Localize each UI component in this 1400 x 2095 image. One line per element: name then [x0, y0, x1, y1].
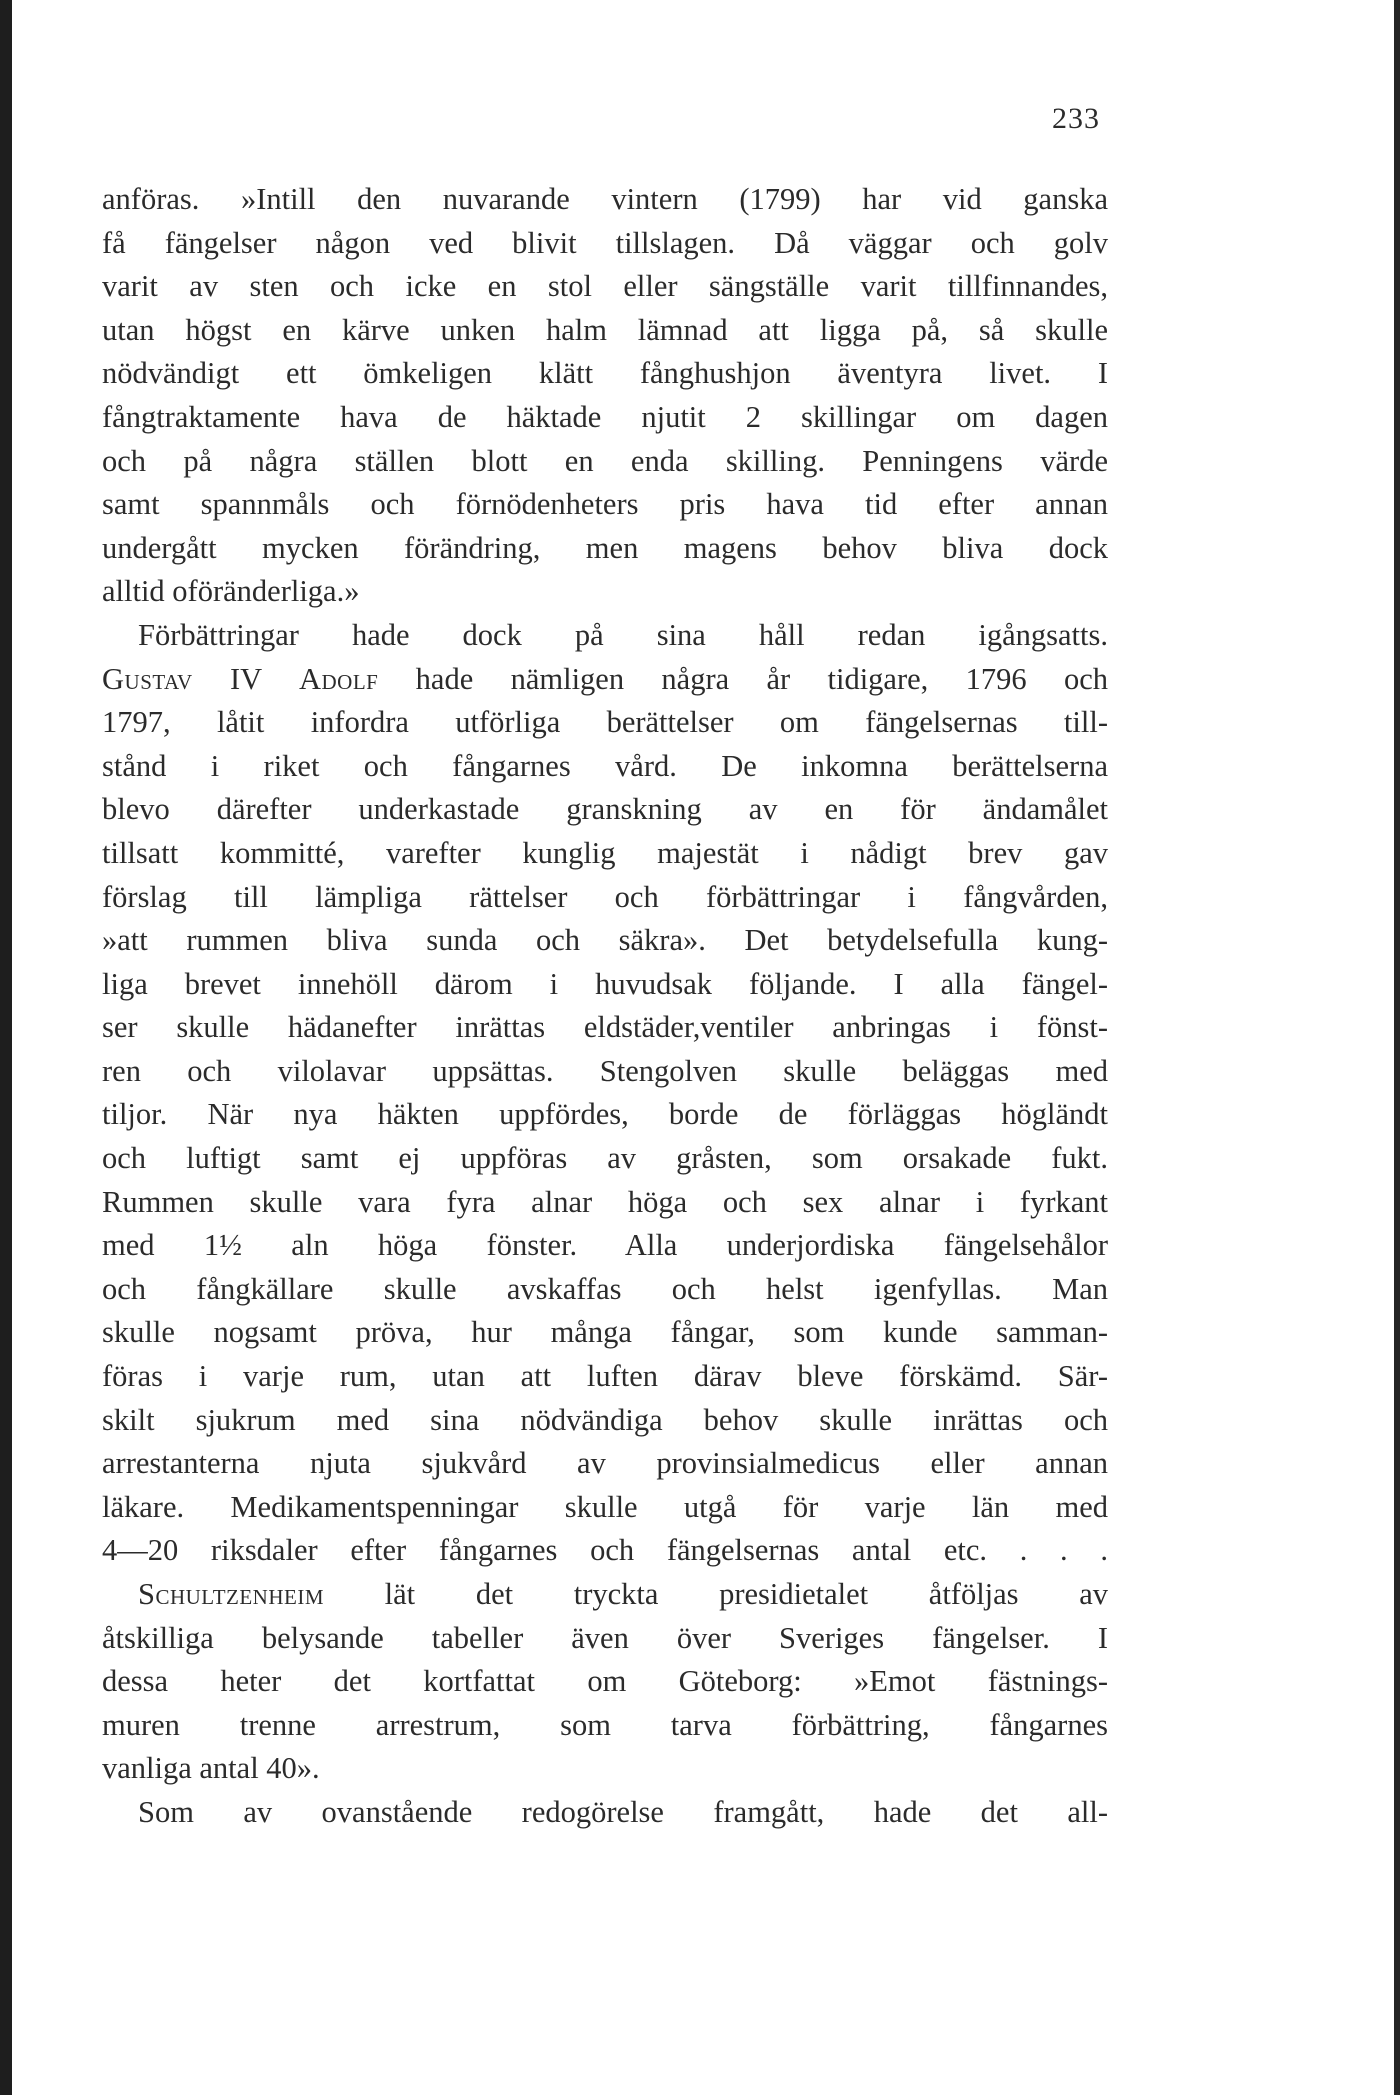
small-caps-name: Schultzenheim	[138, 1577, 325, 1611]
text-line: varit av sten och icke en stol eller sängställe varit tillfinnandes,	[102, 269, 1108, 304]
text-line: liga brevet innehöll därom i huvudsak följande. I alla fängel-	[102, 966, 1108, 1001]
text-line: få fängelser någon ved blivit tillslagen. Då väggar och golv	[102, 225, 1108, 260]
small-caps-name: Gustav	[102, 661, 193, 696]
text-line: vanliga antal 40».	[102, 1751, 320, 1786]
text-line: alltid oföränderliga.»	[102, 574, 360, 609]
text-line: åtskilliga belysande tabeller även över Sveriges fängelser. I	[102, 1620, 1108, 1655]
text-line: arrestanterna njuta sjukvård av provinsialmedicus eller annan	[102, 1446, 1108, 1481]
text-fragment: IV	[192, 661, 299, 696]
text-line	[102, 658, 1108, 702]
text-line: utan högst en kärve unken halm lämnad att ligga på, så skulle	[102, 312, 1108, 347]
text-line: Rummen skulle vara fyra alnar höga och sex alnar i fyrkant	[102, 1184, 1108, 1219]
text-line: »att rummen bliva sunda och säkra». Det betydelsefulla kung-	[102, 923, 1108, 958]
text-line: förslag till lämpliga rättelser och förbättringar i fångvården,	[102, 879, 1108, 914]
text-line: samt spannmåls och förnödenheters pris hava tid efter annan	[102, 487, 1108, 522]
text-line: ren och vilolavar uppsättas. Stengolven skulle beläggas med	[102, 1053, 1108, 1088]
scan-right-edge	[1394, 0, 1400, 2095]
text-line: nödvändigt ett ömkeligen klätt fånghushjon äventyra livet. I	[102, 356, 1108, 391]
text-line: med 1½ aln höga fönster. Alla underjordiska fängelsehålor	[102, 1228, 1108, 1263]
text-line: tillsatt kommitté, varefter kunglig majestät i nådigt brev gav	[102, 835, 1108, 870]
text-line: och på några ställen blott en enda skilling. Penningens värde	[102, 443, 1108, 478]
small-caps-name: Adolf	[298, 661, 379, 696]
text-line: fångtraktamente hava de häktade njutit 2 skillingar om dagen	[102, 399, 1108, 434]
text-line: anföras. »Intill den nuvarande vintern (1799) har vid ganska	[102, 182, 1108, 216]
text-line: 1797, låtit infordra utförliga berättelser om fängelsernas till-	[102, 705, 1108, 740]
text-line: läkare. Medikamentspenningar skulle utgå för varje län med	[102, 1489, 1108, 1524]
text-line: Som av ovanstående redogörelse framgått, hade det all-	[138, 1794, 1108, 1829]
text-line: muren trenne arrestrum, som tarva förbättring, fångarnes	[102, 1707, 1108, 1742]
text-line: och fångkällare skulle avskaffas och helst igenfyllas. Man	[102, 1271, 1108, 1306]
text-line: dessa heter det kortfattat om Göteborg: »Emot fästnings-	[102, 1664, 1108, 1699]
scan-left-edge	[0, 0, 12, 2095]
text-line: undergått mycken förändring, men magens behov bliva dock	[102, 530, 1108, 565]
text-fragment: lät det tryckta presidietalet åtföljas av	[324, 1577, 1108, 1611]
text-line: tiljor. När nya häkten uppfördes, borde de förläggas högländt	[102, 1097, 1108, 1132]
text-line: skulle nogsamt pröva, hur många fångar, som kunde samman-	[102, 1315, 1108, 1350]
text-line: föras i varje rum, utan att luften därav bleve förskämd. Sär-	[102, 1359, 1108, 1394]
text-line: Förbättringar hade dock på sina håll redan igångsatts.	[138, 617, 1108, 652]
page-number: 233	[1052, 102, 1100, 135]
text-line: skilt sjukrum med sina nödvändiga behov skulle inrättas och	[102, 1402, 1108, 1437]
text-line	[102, 1573, 1108, 1617]
body-text	[102, 178, 1108, 1835]
text-line: ser skulle hädanefter inrättas eldstäder,ventiler anbringas i fönst-	[102, 1010, 1108, 1045]
text-line: stånd i riket och fångarnes vård. De inkomna berättelserna	[102, 748, 1108, 783]
text-line: och luftigt samt ej uppföras av gråsten, som orsakade fukt.	[102, 1141, 1108, 1176]
text-line: blevo därefter underkastade granskning av en för ändamålet	[102, 792, 1108, 827]
text-line: 4—20 riksdaler efter fångarnes och fängelsernas antal etc. . . .	[102, 1533, 1108, 1568]
text-fragment: hade nämligen några år tidigare, 1796 och	[378, 661, 1108, 696]
